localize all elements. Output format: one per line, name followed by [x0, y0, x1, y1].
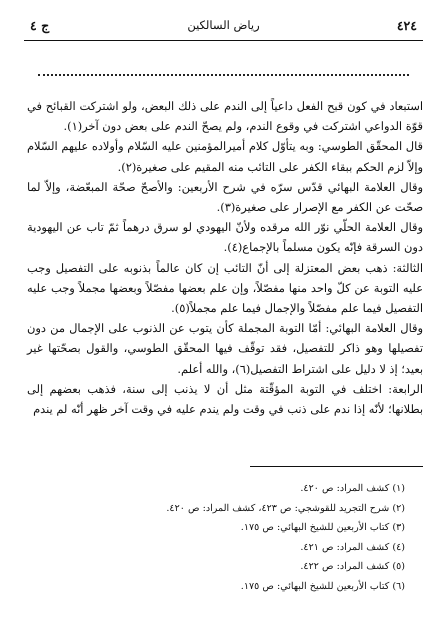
paragraph: استبعاد في كون قبح الفعل داعياً إلى الندم على ذلك البعض، ولو اشتركت القبائح في قوّة الدواعي اشتركت في وقوع الندم، ولم يصحّ الندم على بعض دون آخر(١). — [27, 99, 423, 134]
paragraph: قال المحقّق الطوسي: وبه يتأوّل كلام أميرالمؤمنين عليه السّلام وأولاده عليهم السّلام وإلاّ لزم الحكم ببقاء الكفر على التائب منه المقيم على صغيرة(٢). — [27, 139, 423, 174]
paragraph: وقال العلامة البهائي قدّس سرّه في شرح الأربعين: والأصحّ صحّة المبعّضة، وإلاّ لما صحّت عن الكفر مع الإصرار على صغيرة(٣). — [27, 179, 423, 215]
page-header — [20, 18, 427, 38]
footnote-rule — [250, 466, 423, 467]
volume-label: ج ٤ — [30, 18, 50, 33]
paragraph: وقال العلامة الحلّي نوّر الله مرقده ولأنّ اليهودي لو سرق درهماً ثمّ تاب عن اليهودية دون السرقة فإنّه يكون مسلماً بالإجماع(٤). — [27, 220, 423, 255]
main-text — [27, 96, 423, 419]
dotted-separator — [38, 62, 409, 76]
header-rule — [24, 40, 423, 41]
paragraph: وقال العلامة البهائي: أمّا التوبة المجملة كأن يتوب عن الذنوب على الإجمال من دون تفصيلها وهو ذاكر للتفصيل، فقد توقّف فيها المحقّق الطوسي، والقول بصحّتها غير بعيد؛ إذ لا دليل على اشتراط التفصيل(٦)، والله أعلم. — [27, 321, 423, 376]
paragraph: الرابعة: اختلف في التوبة المؤقّتة مثل أن لا يذنب إلى سنة، فذهب بعضهم إلى بطلانها؛ لأنّه إذا ندم على ذنب في وقت ولم يندم عليه في وقت آخر ظهر أنّه لم يندم — [27, 381, 423, 417]
footnote: (٦) كتاب الأربعين للشيخ البهائي: ص ١٧٥. — [240, 580, 405, 592]
footnote: (٢) شرح التجريد للقوشجي: ص ٤٢٣، كشف المراد: ص ٤٢٠. — [166, 502, 405, 514]
footnote: (١) كشف المراد: ص ٤٢٠. — [300, 483, 405, 494]
footnote: (٣) كتاب الأربعين للشيخ البهائي: ص ١٧٥. — [240, 522, 405, 534]
running-title: رياض السالكين — [187, 18, 260, 32]
page-number: ٤٢٤ — [396, 18, 417, 33]
paragraph: الثالثة: ذهب بعض المعتزلة إلى أنّ التائب إن كان عالماً بذنوبه على التفصيل وجب عليه التوبة عن كلّ واحد منها مفصّلاً، وإن علم بعضها مفصّلاً وبعضها مجملاً وجب عليه التفصيل فيما علم مفصّلاً والإجمال فيما علم مجملاً(٥). — [27, 260, 423, 316]
footnote: (٥) كشف المراد: ص ٤٢٢. — [300, 561, 405, 573]
footnote: (٤) كشف المراد: ص ٤٢١. — [300, 541, 405, 553]
footnotes — [60, 479, 405, 597]
